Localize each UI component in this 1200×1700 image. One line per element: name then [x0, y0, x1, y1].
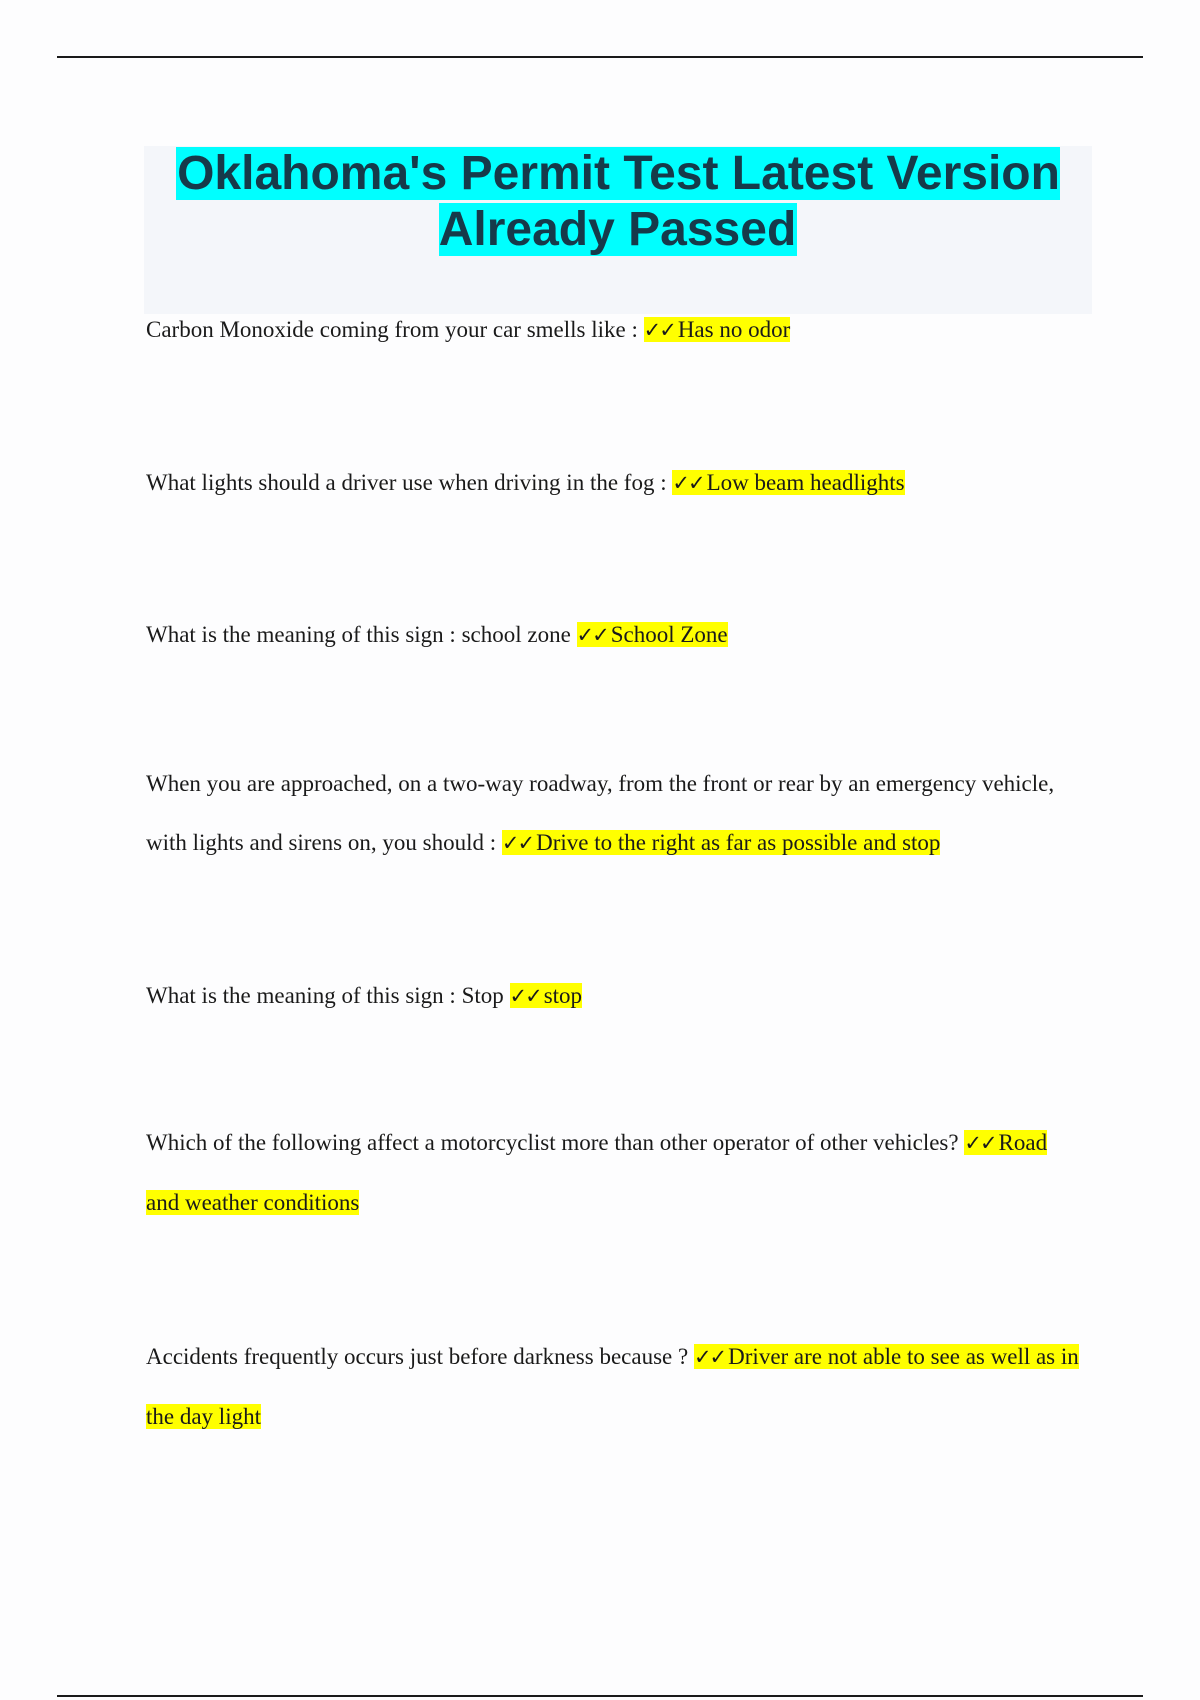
- question-text: When you are approached, on a two-way roadway, from the front or rear by an emergency vehicle, with lights and sirens on, you should :: [146, 771, 1055, 855]
- qa-item-7: [146, 1327, 1086, 1446]
- qa-item-2: [146, 453, 1086, 513]
- double-check-icon: ✓✓: [501, 831, 534, 855]
- answer-highlight: [510, 983, 583, 1008]
- answer-text: Low beam headlights: [706, 470, 905, 495]
- double-check-icon: ✓✓: [576, 623, 608, 647]
- answer-text: Driver are not able to see as well as in the day light: [146, 1344, 1079, 1429]
- title-highlight: Oklahoma's Permit Test Latest Version Already Passed: [177, 147, 1060, 256]
- answer-highlight: [502, 830, 941, 855]
- answer-text: Road and weather conditions: [146, 1130, 1048, 1215]
- answer-text: School Zone: [610, 622, 728, 647]
- question-text: Carbon Monoxide coming from your car smells like :: [146, 317, 644, 342]
- double-check-icon: ✓✓: [964, 1131, 996, 1155]
- qa-item-4: [146, 754, 1086, 873]
- answer-highlight: [577, 622, 728, 647]
- double-check-icon: ✓✓: [672, 471, 704, 495]
- answer-highlight: [672, 470, 904, 495]
- answer-text: stop: [543, 983, 583, 1008]
- double-check-icon: ✓✓: [643, 318, 675, 342]
- title-banner: [144, 146, 1092, 314]
- bottom-rule: [57, 1695, 1143, 1697]
- qa-item-6: [146, 1113, 1086, 1232]
- question-text: What is the meaning of this sign : Stop: [146, 983, 510, 1008]
- qa-item-5: [146, 966, 1086, 1026]
- answer-text: Has no odor: [677, 317, 791, 342]
- double-check-icon: ✓✓: [509, 984, 541, 1008]
- double-check-icon: ✓✓: [693, 1345, 726, 1369]
- answer-text: Drive to the right as far as possible and stop: [536, 830, 941, 855]
- answer-highlight: [644, 317, 791, 342]
- qa-item-3: [146, 605, 1086, 665]
- qa-item-1: [146, 300, 1086, 360]
- question-text: Which of the following affect a motorcyclist more than other operator of other vehicles?: [146, 1130, 965, 1155]
- page-title: [144, 146, 1092, 258]
- question-text: What lights should a driver use when driving in the fog :: [146, 470, 673, 495]
- question-text: What is the meaning of this sign : school zone: [146, 622, 577, 647]
- question-text: Accidents frequently occurs just before darkness because ?: [146, 1344, 694, 1369]
- top-rule: [57, 56, 1143, 58]
